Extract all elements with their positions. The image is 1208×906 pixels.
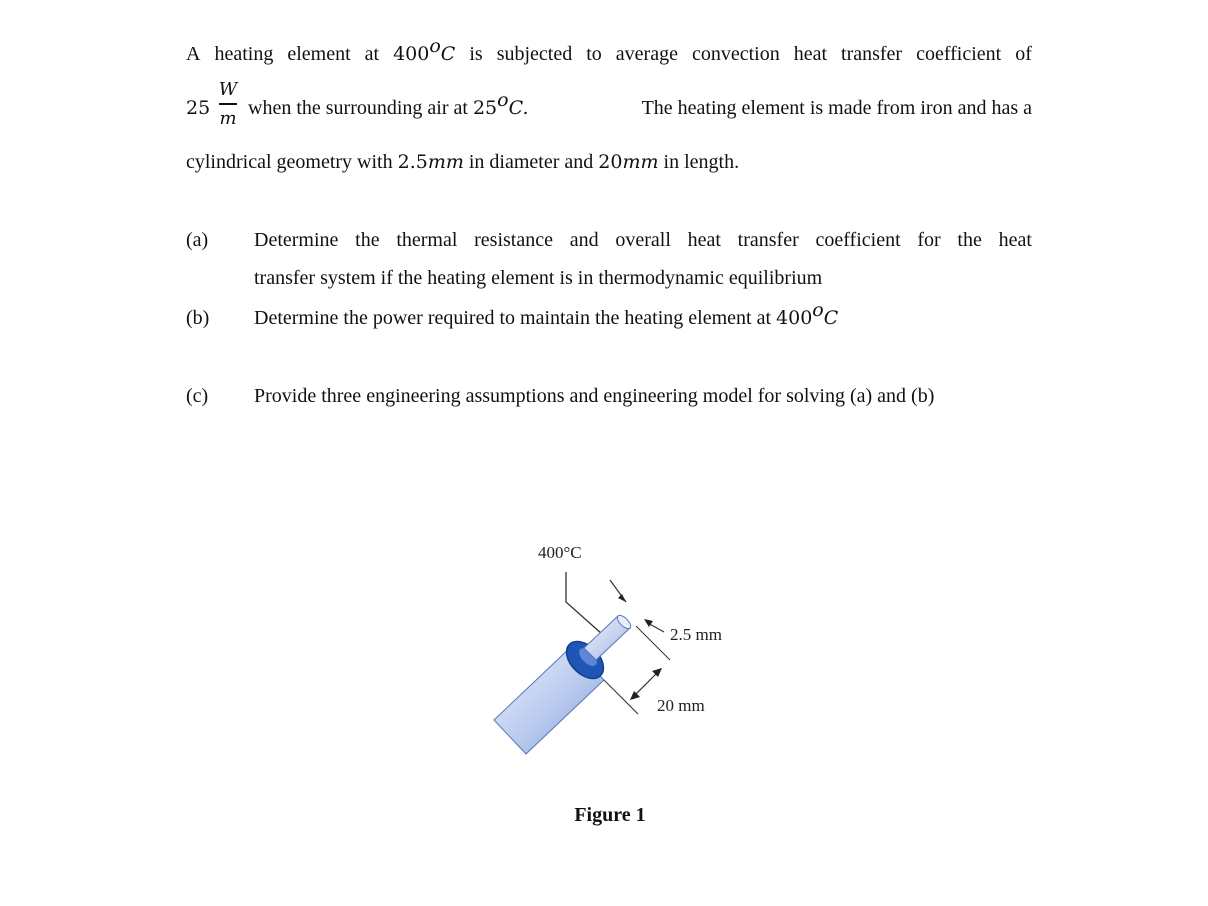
problem-line-1: [186, 35, 1032, 66]
word: coefficient: [916, 43, 1002, 65]
problem-line-3: cylindrical geometry with 2.5mm in diameter and 20mm in length.: [186, 151, 740, 173]
text-segment: The heating element is made from iron and has a: [641, 97, 1032, 119]
figure-caption: Figure 1: [574, 804, 646, 826]
text-segment: when the surrounding air at 25$^o$C.: [248, 89, 529, 119]
part-a-label: (a): [186, 229, 209, 251]
part-b-label: (b): [186, 307, 210, 329]
word: to: [586, 43, 602, 65]
part-c-label: (c): [186, 385, 209, 407]
diameter-label: 2.5 mm: [670, 625, 722, 644]
heating-element-figure: [480, 530, 760, 770]
problem-line-2-text: [248, 89, 1032, 120]
part-c-text: Provide three engineering assumptions and engineering model for solving (a) and (b): [254, 385, 935, 407]
fraction-denominator: m: [219, 108, 237, 129]
length-extension-line-top: [636, 626, 670, 660]
fraction-numerator: W: [218, 79, 238, 100]
part-a-line-1: Determine the thermal resistance and overall heat transfer coefficient for the heat: [254, 229, 1032, 251]
length-label: 20 mm: [657, 696, 705, 715]
heating-element-diagram: [480, 530, 760, 770]
arrowhead: [630, 691, 640, 700]
temperature-leader-line: [566, 572, 602, 634]
word: convection: [691, 43, 780, 65]
word: heat: [793, 43, 828, 65]
word: heating: [214, 43, 274, 65]
arrowhead: [652, 668, 662, 677]
word: element: [287, 43, 351, 65]
word: at: [364, 43, 380, 65]
arrowhead: [618, 594, 626, 602]
word: subjected: [496, 43, 573, 65]
word: is: [469, 43, 483, 65]
part-a-line-2: transfer system if the heating element is in thermodynamic equilibrium: [254, 267, 823, 289]
element-temperature: 400$^o$C: [393, 35, 456, 65]
word: A: [186, 43, 201, 65]
coefficient-unit-fraction: [215, 78, 241, 132]
coefficient-value: 25: [186, 97, 211, 119]
fraction-bar: [219, 103, 237, 105]
word: average: [615, 43, 678, 65]
word: of: [1015, 43, 1032, 65]
word: transfer: [841, 43, 903, 65]
temperature-label: 400°C: [538, 543, 582, 562]
part-b-text: Determine the power required to maintain the heating element at 400$^o$C: [254, 299, 839, 329]
